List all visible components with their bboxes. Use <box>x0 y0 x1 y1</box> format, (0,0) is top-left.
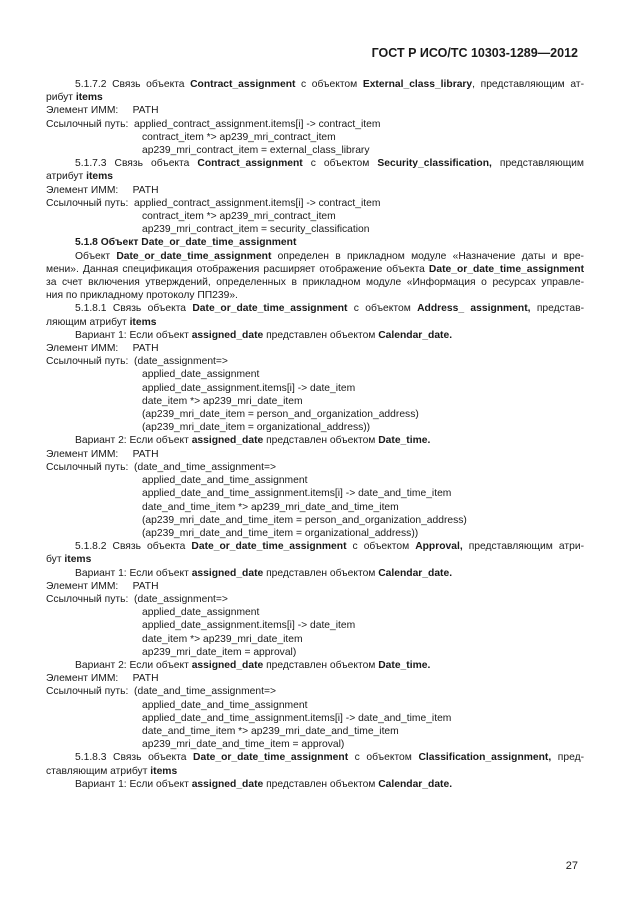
text-line: date_item *> ap239_mri_date_item <box>142 633 303 645</box>
text-line: Элемент ИММ: PATH <box>46 105 159 117</box>
text-line: Элемент ИММ: PATH <box>46 184 159 196</box>
text-line: Вариант 1: Если объект assigned_date представлен объектом Calendar_date. <box>75 329 453 341</box>
text-line: Ссылочный путь: applied_contract_assignment.items[i] -> contract_item <box>46 197 381 209</box>
text-line: date_item *> ap239_mri_date_item <box>142 395 303 407</box>
text-line: ставляющим атрибут items <box>46 765 178 777</box>
text-line: 5.1.8.1 Связь объекта Date_or_date_time_assignment с объектом Address_ assignment, представ- <box>75 303 585 315</box>
text-line: Элемент ИММ: PATH <box>46 580 159 592</box>
text-line: бут items <box>46 554 92 566</box>
text-line: Ссылочный путь: (date_assignment=> <box>46 356 228 368</box>
text-line: applied_date_and_time_assignment <box>142 699 308 711</box>
text-line: ap239_mri_contract_item = security_classification <box>142 224 370 236</box>
text-line: Элемент ИММ: PATH <box>46 343 159 355</box>
text-line: ap239_mri_contract_item = external_class_library <box>142 145 370 157</box>
standard-header: ГОСТ Р ИСО/ТС 10303-1289—2012 <box>371 46 578 60</box>
text-line: ap239_mri_date_item = approval) <box>142 646 297 658</box>
text-line: Объект Date_or_date_time_assignment определен в прикладном модуле «Назначение даты и вре- <box>75 250 584 262</box>
text-line: (ap239_mri_date_and_time_item = organizational_address)) <box>142 527 419 539</box>
text-line: 5.1.7.3 Связь объекта Contract_assignment с объектом Security_classification, представляющим <box>75 158 585 170</box>
text-line: Элемент ИММ: PATH <box>46 448 159 460</box>
text-line: applied_date_assignment.items[i] -> date_item <box>142 620 356 632</box>
text-line: мени». Данная спецификация отображения расширяет отображение объекта Date_or_date_time_assignment <box>46 263 584 275</box>
text-line: 5.1.8.2 Связь объекта Date_or_date_time_assignment с объектом Approval, представляющим атри- <box>75 541 585 553</box>
text-line: Ссылочный путь: applied_contract_assignment.items[i] -> contract_item <box>46 118 381 130</box>
text-line: applied_date_and_time_assignment.items[i] -> date_and_time_item <box>142 488 452 500</box>
text-line: applied_date_assignment.items[i] -> date_item <box>142 382 356 394</box>
text-line: contract_item *> ap239_mri_contract_item <box>142 131 336 143</box>
text-line: атрибут items <box>46 171 113 183</box>
text-line: за счет включения утверждений, определенных в прикладном модуле «Информация о ресурсах управле- <box>46 277 584 289</box>
text-line: Вариант 1: Если объект assigned_date представлен объектом Calendar_date. <box>75 567 453 579</box>
text-line: applied_date_assignment <box>142 369 260 381</box>
text-line: ляющим атрибут items <box>46 316 157 328</box>
text-line: applied_date_assignment <box>142 607 260 619</box>
text-line: Вариант 2: Если объект assigned_date представлен объектом Date_time. <box>75 659 431 671</box>
text-line: applied_date_and_time_assignment <box>142 475 308 487</box>
text-line: ния по прикладному протоколу ПП239». <box>46 290 238 302</box>
text-line: Элемент ИММ: PATH <box>46 673 159 685</box>
text-line: Ссылочный путь: (date_assignment=> <box>46 593 228 605</box>
text-line: (ap239_mri_date_item = person_and_organization_address) <box>142 409 419 421</box>
document-body <box>46 78 584 791</box>
text-line: Ссылочный путь: (date_and_time_assignment=> <box>46 686 277 698</box>
page-number: 27 <box>565 860 578 872</box>
text-line: ap239_mri_date_and_time_item = approval) <box>142 739 345 751</box>
text-line: date_and_time_item *> ap239_mri_date_and_time_item <box>142 725 399 737</box>
text-line: 5.1.8 Объект Date_or_date_time_assignment <box>75 237 297 249</box>
text-line: 5.1.8.3 Связь объекта Date_or_date_time_assignment с объектом Classification_assignment, пред- <box>75 752 585 764</box>
text-line: contract_item *> ap239_mri_contract_item <box>142 211 336 223</box>
text-line: Вариант 2: Если объект assigned_date представлен объектом Date_time. <box>75 435 431 447</box>
text-line: date_and_time_item *> ap239_mri_date_and_time_item <box>142 501 399 513</box>
text-line: рибут items <box>46 92 103 104</box>
text-line: applied_date_and_time_assignment.items[i] -> date_and_time_item <box>142 712 452 724</box>
text-line: Вариант 1: Если объект assigned_date представлен объектом Calendar_date. <box>75 778 453 790</box>
text-line: (ap239_mri_date_and_time_item = person_and_organization_address) <box>142 514 467 526</box>
text-line: Ссылочный путь: (date_and_time_assignment=> <box>46 461 277 473</box>
text-line: 5.1.7.2 Связь объекта Contract_assignment с объектом External_class_library, представляющим ат- <box>75 79 584 90</box>
text-line: (ap239_mri_date_item = organizational_address)) <box>142 422 371 434</box>
